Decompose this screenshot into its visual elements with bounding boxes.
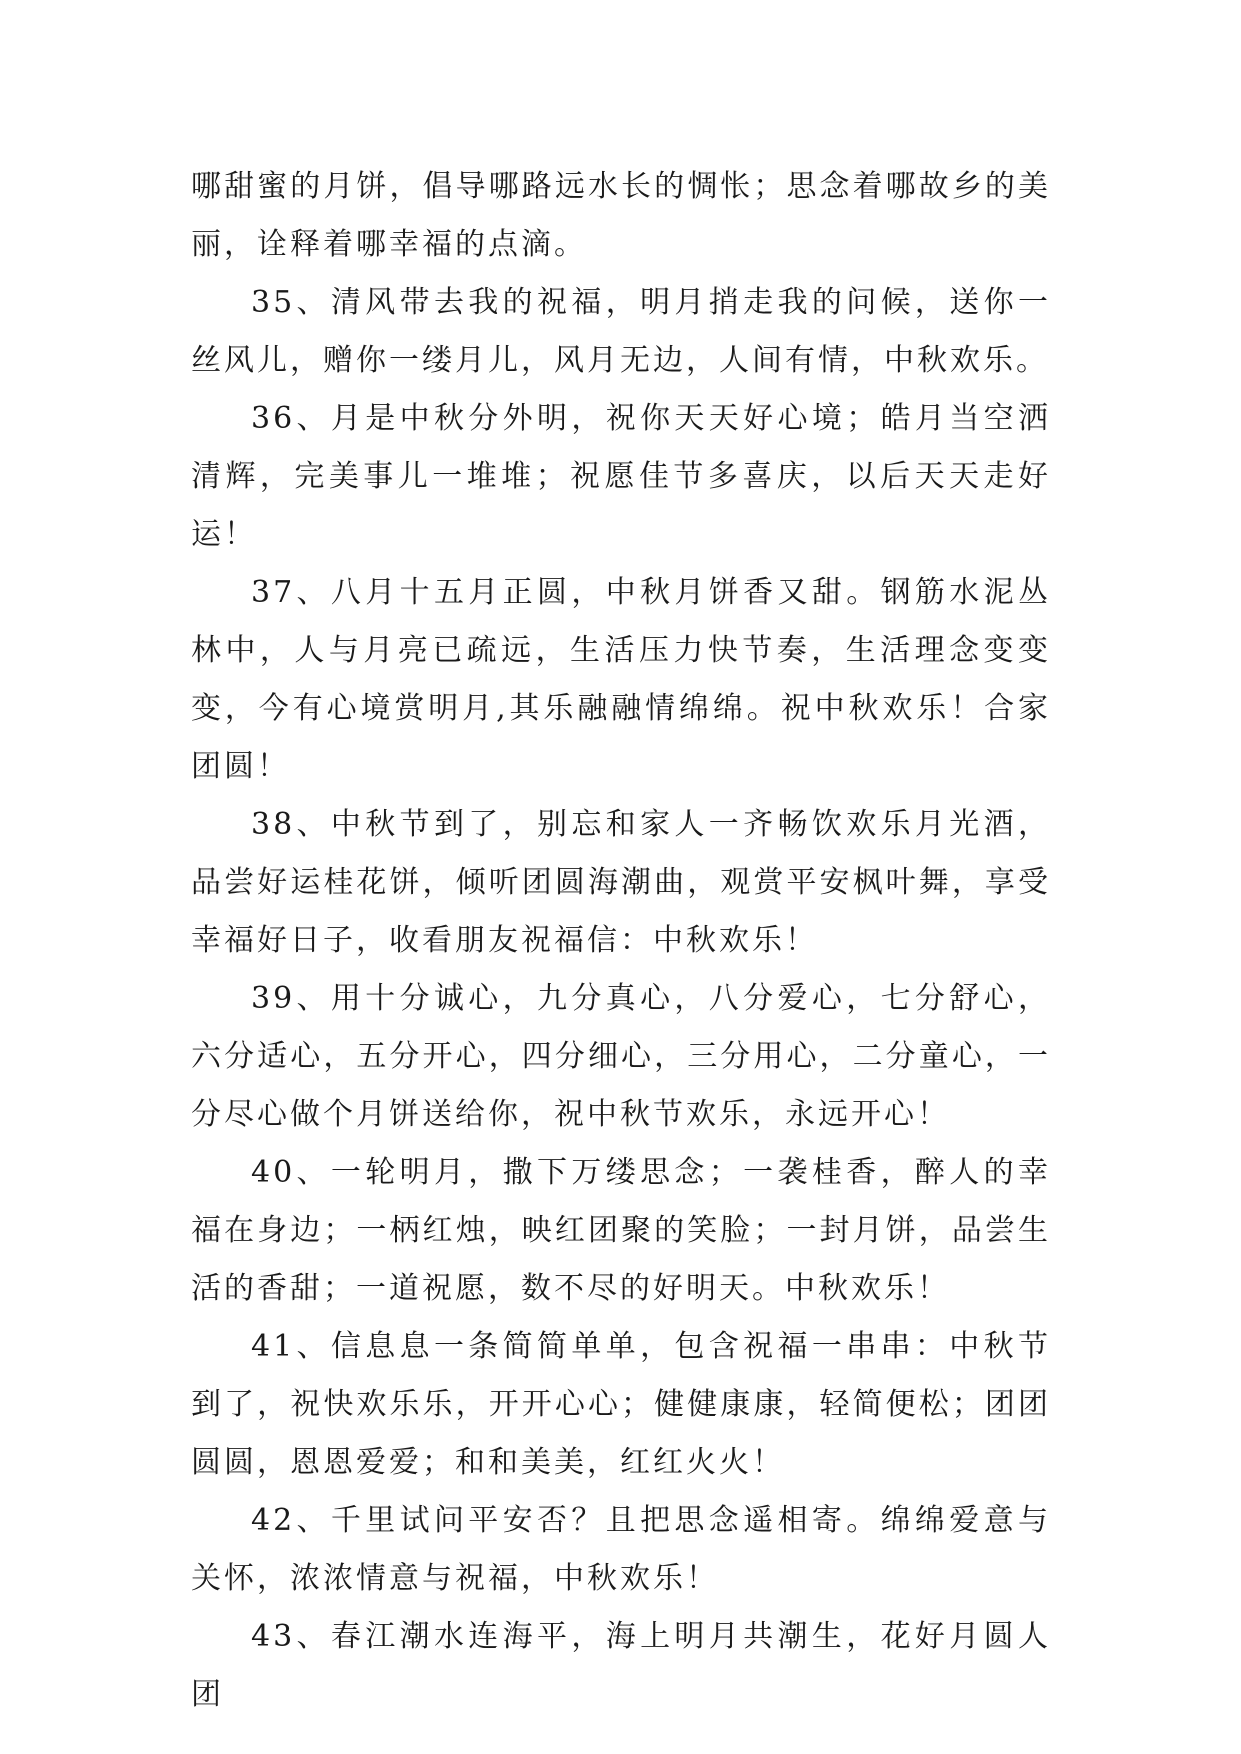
paragraph-continuation: 哪甜蜜的月饼，倡导哪路远水长的惆怅；思念着哪故乡的美丽，诠释着哪幸福的点滴。 [191, 169, 1051, 262]
paragraph-39: 39、用十分诚心，九分真心，八分爱心，七分舒心，六分适心，五分开心，四分细心，三分用心，二分童心，一分尽心做个月饼送给你，祝中秋节欢乐，永远开心！ [191, 981, 1051, 1132]
paragraph-35: 35、清风带去我的祝福，明月捎走我的问候，送你一丝风儿，赠你一缕月儿，风月无边，人间有情，中秋欢乐。 [191, 285, 1051, 378]
paragraph-38: 38、中秋节到了，别忘和家人一齐畅饮欢乐月光酒，品尝好运桂花饼，倾听团圆海潮曲，观赏平安枫叶舞，享受幸福好日子，收看朋友祝福信：中秋欢乐！ [191, 807, 1051, 958]
paragraph-41: 41、信息息一条简简单单，包含祝福一串串：中秋节到了，祝快欢乐乐，开开心心；健健康康，轻简便松；团团圆圆，恩恩爱爱；和和美美，红红火火！ [191, 1329, 1051, 1480]
document-body [191, 158, 1051, 1724]
paragraph-43: 43、春江潮水连海平，海上明月共潮生，花好月圆人团 [191, 1619, 1051, 1712]
paragraph-40: 40、一轮明月，撒下万缕思念；一袭桂香，醉人的幸福在身边；一柄红烛，映红团聚的笑脸；一封月饼，品尝生活的香甜；一道祝愿，数不尽的好明天。中秋欢乐！ [191, 1155, 1051, 1306]
paragraph-42: 42、千里试问平安否？且把思念遥相寄。绵绵爱意与关怀，浓浓情意与祝福，中秋欢乐！ [191, 1503, 1051, 1596]
paragraph-36: 36、月是中秋分外明，祝你天天好心境；皓月当空洒清辉，完美事儿一堆堆；祝愿佳节多喜庆，以后天天走好运！ [191, 401, 1051, 552]
paragraph-37: 37、八月十五月正圆，中秋月饼香又甜。钢筋水泥丛林中，人与月亮已疏远，生活压力快节奏，生活理念变变变，今有心境赏明月,其乐融融情绵绵。祝中秋欢乐！合家团圆！ [191, 575, 1051, 784]
